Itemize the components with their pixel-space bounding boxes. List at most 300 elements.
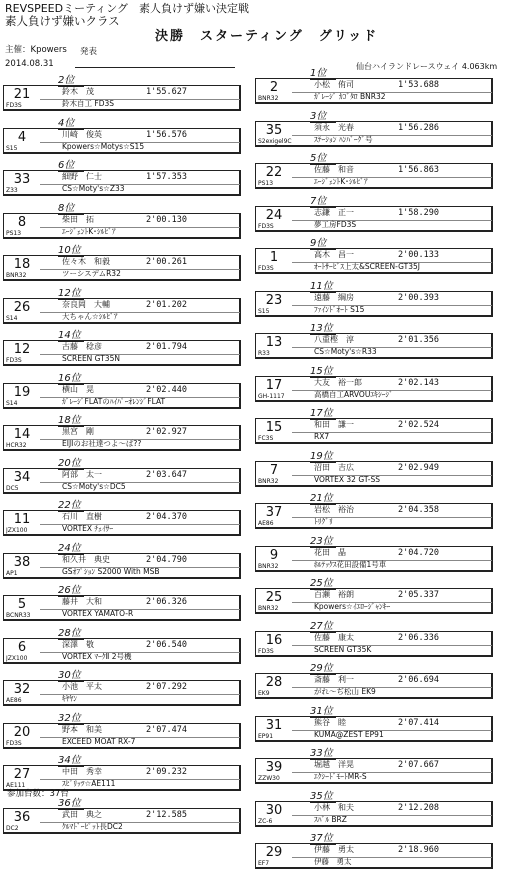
driver-name: 花田 晶 <box>314 547 346 557</box>
qualifying-time: 2'04.370 <box>146 512 187 522</box>
car-model: FD3S <box>6 102 22 109</box>
driver-name: 斎藤 利一 <box>314 675 354 684</box>
car-number: 33 <box>13 172 31 187</box>
grid-slot <box>3 668 253 711</box>
driver-name: 鈴木 茂 <box>62 87 94 96</box>
driver-name: 堀越 洋晃 <box>314 760 354 769</box>
grid-position: 37位 <box>310 833 333 844</box>
grid-entry <box>3 287 241 324</box>
driver-name: 沼田 吉広 <box>314 462 354 472</box>
car-number: 2 <box>269 80 279 95</box>
qualifying-time: 2'07.414 <box>398 717 439 728</box>
grid-entry <box>3 457 241 494</box>
team-name: ｵｰﾄｻｰﾋﾞｽ上太&SCREEN-GT35J <box>314 262 421 271</box>
grid-position: 22位 <box>58 500 81 511</box>
driver-name: 藤井 大和 <box>62 597 102 606</box>
driver-name: 佐藤 和音 <box>314 165 354 174</box>
qualifying-time: 2'03.647 <box>146 469 187 480</box>
qualifying-time: 2'06.540 <box>146 639 187 650</box>
team-name: ツーシスデムR32 <box>62 269 121 278</box>
grid-slot <box>3 796 253 839</box>
grid-position: 36位 <box>58 797 81 809</box>
car-model: S15 <box>6 144 18 152</box>
grid-slot <box>255 323 505 371</box>
driver-name: 百瀬 裕朗 <box>314 590 354 599</box>
driver-name: 川崎 俊英 <box>62 129 102 139</box>
driver-name: 伊藤 勇太 <box>314 845 354 854</box>
driver-name: 高木 昌一 <box>314 250 354 259</box>
grid-slot <box>255 578 505 626</box>
grid-slot <box>3 626 253 669</box>
team-name: 大ちゃん☆ｼﾙﾋﾞｱ <box>62 311 118 321</box>
driver-name: 大友 裕一郎 <box>314 377 362 387</box>
qualifying-time: 2'02.524 <box>398 420 439 430</box>
grid-slot <box>255 790 505 839</box>
grid-position: 26位 <box>58 585 81 596</box>
grid-entry <box>255 620 493 657</box>
grid-slot <box>3 328 253 371</box>
car-model: R33 <box>258 350 270 357</box>
grid-position: 8位 <box>58 202 75 214</box>
grid-position: 29位 <box>310 663 333 674</box>
grid-position: 14位 <box>58 330 81 341</box>
team-name: ｽﾋﾟﾘｯﾂ☆AE111 <box>62 779 116 788</box>
car-number: 27 <box>13 767 31 782</box>
driver-name: 熊谷 睦 <box>314 717 346 727</box>
grid-entry <box>255 833 493 869</box>
grid-entry <box>255 450 493 487</box>
driver-name: 和久井 典史 <box>62 554 110 564</box>
grid-entry <box>255 663 493 699</box>
driver-name: 和田 謙一 <box>314 420 354 429</box>
driver-name: 佐藤 康太 <box>314 632 354 642</box>
team-name: VORTEX YAMATO-R <box>62 609 134 618</box>
grid-slot <box>255 238 505 286</box>
grid-position: 12位 <box>58 287 81 299</box>
driver-name: 小池 平太 <box>62 682 102 691</box>
team-name: ﾄﾘｸﾞﾘ <box>314 517 333 526</box>
grid-position: 31位 <box>310 705 333 717</box>
grid-slot <box>255 408 505 456</box>
qualifying-time: 2'06.336 <box>398 632 439 643</box>
grid-entry <box>255 153 493 189</box>
grid-right-column <box>255 68 505 881</box>
car-model: JZX100 <box>6 654 28 662</box>
car-number: 26 <box>13 299 31 315</box>
qualifying-time: 2'04.720 <box>398 547 439 558</box>
grid-position: 11位 <box>310 280 333 292</box>
team-name: がれ〜ぢ松山 EK9 <box>314 687 376 696</box>
grid-position: 10位 <box>58 245 81 256</box>
qualifying-time: 1'56.576 <box>146 129 187 140</box>
driver-name: 八重樫 淳 <box>314 335 354 344</box>
car-model: JZX100 <box>6 527 28 534</box>
car-model: FD3S <box>258 647 274 655</box>
team-name: 夢工房FD3S <box>314 219 357 229</box>
grid-entry <box>255 110 493 147</box>
grid-position: 16位 <box>58 372 81 384</box>
qualifying-time: 1'56.863 <box>398 165 439 175</box>
car-number: 38 <box>13 554 31 570</box>
grid-entry <box>3 75 241 111</box>
grid-entry <box>3 500 241 536</box>
qualifying-time: 1'55.627 <box>146 87 187 97</box>
grid-slot <box>3 583 253 626</box>
car-model: Z33 <box>6 187 18 194</box>
car-number: 6 <box>17 639 27 655</box>
driver-name: 阿部 太一 <box>62 469 102 479</box>
grid-slot <box>255 493 505 541</box>
qualifying-time: 2'06.326 <box>146 597 187 607</box>
grid-position: 19位 <box>310 450 333 462</box>
car-model: PS13 <box>6 229 22 237</box>
car-model: DC2 <box>6 824 19 832</box>
entry-count: 参加台数：37台 <box>7 789 69 799</box>
grid-slot <box>255 68 505 116</box>
driver-name: 柴田 拓 <box>62 214 94 224</box>
qualifying-time: 2'07.474 <box>146 724 187 735</box>
driver-name: 黒宮 剛 <box>62 427 94 436</box>
car-model: GH-1117 <box>258 392 285 400</box>
qualifying-time: 2'02.143 <box>398 377 439 388</box>
grid-position: 6位 <box>58 160 75 171</box>
driver-name: 小林 和夫 <box>314 802 354 812</box>
driver-name: 岩松 裕治 <box>314 505 354 514</box>
grid-position: 24位 <box>58 542 81 554</box>
event-title: REVSPEEDミーティング 素人負けず嫌い決定戦 <box>5 2 250 15</box>
car-model: FD3S <box>258 265 274 272</box>
car-model: S15 <box>258 307 270 315</box>
grid-slot <box>3 711 253 754</box>
car-model: HCR32 <box>6 442 27 449</box>
grid-position: 13位 <box>310 323 333 334</box>
course-info: 仙台ハイランドレースウェイ 4.063km <box>356 62 498 71</box>
grid-slot <box>3 116 253 159</box>
grid-position: 28位 <box>58 627 81 639</box>
car-model: S14 <box>6 399 18 407</box>
grid-slot <box>3 413 253 456</box>
grid-position: 25位 <box>310 578 333 589</box>
qualifying-time: 2'18.960 <box>398 845 439 855</box>
car-number: 18 <box>13 257 31 272</box>
team-name: ﾎﾙﾃｯｸｽ花田設備1号車 <box>314 559 387 569</box>
team-name: VORTEX 32 GT-SS <box>314 474 381 484</box>
grid-entry <box>255 323 493 359</box>
grid-entry <box>3 330 241 366</box>
team-name: ｸﾙﾏﾄﾞｰﾋﾟｯﾄ長DC2 <box>62 821 123 831</box>
car-number: 5 <box>17 597 27 612</box>
driver-name: 遠藤 綱房 <box>314 292 354 302</box>
grid-entry <box>3 117 241 154</box>
driver-name: 細野 仁士 <box>62 172 102 181</box>
car-model: BNR32 <box>258 562 279 570</box>
grid-slot <box>255 450 505 499</box>
car-model: BNR32 <box>258 95 279 102</box>
driver-name: 石川 直樹 <box>62 512 102 521</box>
grid-position: 15位 <box>310 365 333 377</box>
qualifying-time: 1'56.286 <box>398 122 439 133</box>
car-number: 29 <box>265 845 283 860</box>
grid-entry <box>3 202 241 239</box>
date: 2014.08.31 <box>5 59 54 69</box>
car-number: 19 <box>13 384 31 400</box>
driver-name: 野本 和美 <box>62 724 102 734</box>
qualifying-time: 2'06.694 <box>398 675 439 685</box>
grid-slot <box>255 663 505 711</box>
grid-slot <box>3 456 253 499</box>
grid-position: 7位 <box>310 195 327 207</box>
qualifying-time: 2'12.208 <box>398 802 439 813</box>
team-name: 伊藤 勇太 <box>314 857 352 866</box>
car-number: 25 <box>265 590 283 605</box>
car-number: 24 <box>265 207 283 223</box>
car-model: ZZW30 <box>258 775 280 782</box>
grid-position: 27位 <box>310 620 333 632</box>
team-name: ｴｰｼﾞｪﾝﾄK･ｼﾙﾋﾞｱ <box>314 177 368 186</box>
car-number: 35 <box>265 122 283 138</box>
qualifying-time: 2'07.292 <box>146 682 187 692</box>
grid-slot <box>255 110 505 159</box>
grid-slot <box>255 705 505 754</box>
car-number: 7 <box>269 462 279 478</box>
car-model: BNR32 <box>6 272 27 279</box>
car-number: 28 <box>265 675 283 690</box>
grid-entry <box>3 797 241 834</box>
team-name: ｷﾔﾔﾝ <box>62 694 77 703</box>
qualifying-time: 1'53.688 <box>398 80 439 90</box>
grid-position: 17位 <box>310 408 333 419</box>
team-name: KUMA@ZEST EP91 <box>314 729 384 739</box>
car-model: BNR32 <box>258 605 279 612</box>
car-model: DC5 <box>6 484 19 492</box>
grid-slot <box>3 158 253 201</box>
car-model: FD3S <box>258 222 274 230</box>
team-name: EXCEED MOAT RX-7 <box>62 736 136 746</box>
grid-entry <box>255 195 493 232</box>
grid-entry <box>255 68 493 104</box>
driver-name: 佐々木 和毅 <box>62 257 110 266</box>
grid-slot <box>255 833 505 881</box>
car-model: EF7 <box>258 860 270 867</box>
grid-slot <box>255 620 505 669</box>
qualifying-time: 2'01.794 <box>146 342 187 352</box>
grid-entry <box>3 585 241 621</box>
car-number: 11 <box>13 512 31 527</box>
grid-slot <box>3 201 253 244</box>
car-number: 39 <box>265 760 283 775</box>
grid-entry <box>255 493 493 529</box>
team-name: ｶﾞﾚｰｼﾞFLATのﾊｲﾊﾟｰｵﾚﾝｼﾞFLAT <box>62 396 166 406</box>
grid-slot <box>255 280 505 329</box>
grid-position: 3位 <box>310 110 327 122</box>
grid-position: 34位 <box>58 755 81 766</box>
qualifying-time: 2'12.585 <box>146 809 187 820</box>
car-number: 17 <box>265 377 283 393</box>
car-model: FD3S <box>6 739 22 747</box>
grid-entry <box>3 372 241 409</box>
car-number: 8 <box>17 214 27 230</box>
team-name: EIJIのお社達つよ〜ぱ?? <box>62 439 142 448</box>
grid-entry <box>255 705 493 742</box>
car-model: AE86 <box>258 520 274 527</box>
car-number: 36 <box>13 809 31 825</box>
car-model: AE111 <box>6 782 26 789</box>
grid-slot <box>3 541 253 584</box>
grid-position: 18位 <box>58 415 81 426</box>
car-model: FD3S <box>6 357 22 364</box>
organizer: 主催：Kpowers <box>5 45 67 55</box>
grid-entry <box>3 245 241 281</box>
header-rule <box>75 67 235 68</box>
grid-slot <box>3 371 253 414</box>
grid-slot <box>3 286 253 329</box>
team-name: 鈴木自工 FD3S <box>62 99 115 108</box>
team-name: VORTEX ﾏｰｸⅡ 2号機 <box>62 651 132 661</box>
car-model: BCNR33 <box>6 612 31 619</box>
car-model: FC3S <box>258 435 274 442</box>
grid-entry <box>255 238 493 274</box>
grid-entry <box>255 365 493 402</box>
car-number: 9 <box>269 547 279 563</box>
grid-entry <box>255 408 493 444</box>
driver-name: 武田 典之 <box>62 809 102 819</box>
grid-slot <box>255 365 505 414</box>
grid-slot <box>255 153 505 201</box>
grid-position: 1位 <box>310 68 327 79</box>
grid-position: 2位 <box>58 75 75 86</box>
grid-slot <box>3 498 253 541</box>
grid-position: 23位 <box>310 535 333 547</box>
car-number: 4 <box>17 129 27 145</box>
qualifying-time: 2'02.949 <box>398 462 439 473</box>
team-name: ｴｸｼｰﾄﾞﾓｰﾄMR-S <box>314 772 367 781</box>
qualifying-time: 2'00.261 <box>146 257 187 267</box>
car-model: EP91 <box>258 732 274 740</box>
team-name: 高橋自工ARVOUｴｷｼｰｼﾞ <box>314 389 393 399</box>
release-label: 発表 <box>80 47 98 57</box>
grid-position: 5位 <box>310 153 327 164</box>
car-number: 37 <box>265 505 283 520</box>
qualifying-time: 2'01.202 <box>146 299 187 310</box>
grid-position: 4位 <box>58 117 75 129</box>
team-name: ｽﾊﾞﾙ BRZ <box>314 814 347 824</box>
grid-position: 21位 <box>310 493 333 504</box>
car-model: EK9 <box>258 690 270 697</box>
car-model: S2exigel9C <box>258 137 292 145</box>
grid-slot <box>255 535 505 584</box>
grid-entry <box>3 160 241 196</box>
grid-position: 33位 <box>310 748 333 759</box>
qualifying-time: 2'01.356 <box>398 335 439 345</box>
qualifying-time: 1'57.353 <box>146 172 187 182</box>
driver-name: 古藤 稔彦 <box>62 342 102 351</box>
grid-entry <box>3 670 241 706</box>
qualifying-time: 2'00.130 <box>146 214 187 225</box>
grid-slot <box>255 748 505 796</box>
grid-entry <box>255 790 493 827</box>
car-number: 30 <box>265 802 283 818</box>
grid-entry <box>255 535 493 572</box>
car-number: 34 <box>13 469 31 485</box>
qualifying-time: 2'05.337 <box>398 590 439 600</box>
car-model: AE86 <box>6 697 22 704</box>
car-number: 15 <box>265 420 283 435</box>
grid-left-column <box>3 73 253 838</box>
car-number: 23 <box>265 292 283 308</box>
grid-entry <box>255 280 493 317</box>
car-number: 12 <box>13 342 31 357</box>
qualifying-time: 2'07.667 <box>398 760 439 770</box>
car-number: 14 <box>13 427 31 442</box>
grid-position: 20位 <box>58 457 81 469</box>
car-model: S14 <box>6 314 18 322</box>
qualifying-time: 2'02.440 <box>146 384 187 395</box>
class-title: 素人負けず嫌いクラス <box>5 14 120 28</box>
team-name: Kpowers☆Motys☆S15 <box>62 141 145 151</box>
grid-position: 30位 <box>58 670 81 681</box>
team-name: ｽﾃｰｼｮﾝ ﾊﾝﾊﾞｰｸﾞ号 <box>314 134 373 144</box>
grid-entry <box>3 415 241 451</box>
qualifying-time: 1'58.290 <box>398 207 439 218</box>
team-name: ﾌｧｲﾝﾄﾞｵｰﾄ S15 <box>314 304 365 314</box>
qualifying-time: 2'09.232 <box>146 767 187 777</box>
car-number: 21 <box>13 87 31 102</box>
driver-name: 志鎌 正一 <box>314 207 354 217</box>
team-name: CS☆Moty's☆DC5 <box>62 481 126 491</box>
grid-entry <box>3 712 241 749</box>
car-model: BNR32 <box>258 477 279 485</box>
team-name: SCREEN GT35N <box>62 354 120 363</box>
team-name: ｶﾞﾚｰｼﾞ ｶｺﾞﾀﾛ BNR32 <box>314 92 386 101</box>
car-number: 13 <box>265 335 283 350</box>
qualifying-time: 2'00.393 <box>398 292 439 303</box>
grid-position: 9位 <box>310 238 327 249</box>
team-name: SCREEN GT35K <box>314 644 372 654</box>
car-number: 16 <box>265 632 283 648</box>
team-name: RX7 <box>314 432 330 441</box>
grid-slot <box>255 195 505 244</box>
team-name: VORTEX ﾁｪｲｻｰ <box>62 524 114 533</box>
driver-name: 須永 光春 <box>314 122 354 132</box>
driver-name: 深澤 敬 <box>62 639 94 649</box>
grid-position: 35位 <box>310 790 333 802</box>
qualifying-time: 2'02.927 <box>146 427 187 437</box>
car-number: 22 <box>265 165 283 180</box>
car-model: ZC-6 <box>258 817 273 825</box>
team-name: ｴｰｼﾞｪﾝﾄK･ｼﾙﾋﾞｱ <box>62 226 116 236</box>
grid-slot <box>3 73 253 116</box>
grid-entry <box>3 542 241 579</box>
team-name: CS☆Moty's☆R33 <box>314 347 377 356</box>
car-number: 32 <box>13 682 31 697</box>
qualifying-time: 2'04.790 <box>146 554 187 565</box>
qualifying-time: 2'00.133 <box>398 250 439 260</box>
driver-name: 小松 侑司 <box>314 80 354 89</box>
car-number: 31 <box>265 717 283 733</box>
driver-name: 奈良岡 大輔 <box>62 299 110 309</box>
grid-slot <box>3 243 253 286</box>
race-title: 決勝 スターティング グリッド <box>155 29 379 44</box>
driver-name: 横山 晃 <box>62 384 94 394</box>
team-name: Kpowers☆ｲｴﾛｰｼﾞｬﾝｷｰ <box>314 602 391 611</box>
team-name: GSｵﾌﾟｼｮﾝ S2000 With MSB <box>62 566 160 576</box>
grid-entry <box>3 627 241 664</box>
driver-name: 中田 秀幸 <box>62 767 102 776</box>
grid-entry <box>255 578 493 614</box>
grid-position: 32位 <box>58 712 81 724</box>
car-number: 20 <box>13 724 31 740</box>
qualifying-time: 2'04.358 <box>398 505 439 515</box>
